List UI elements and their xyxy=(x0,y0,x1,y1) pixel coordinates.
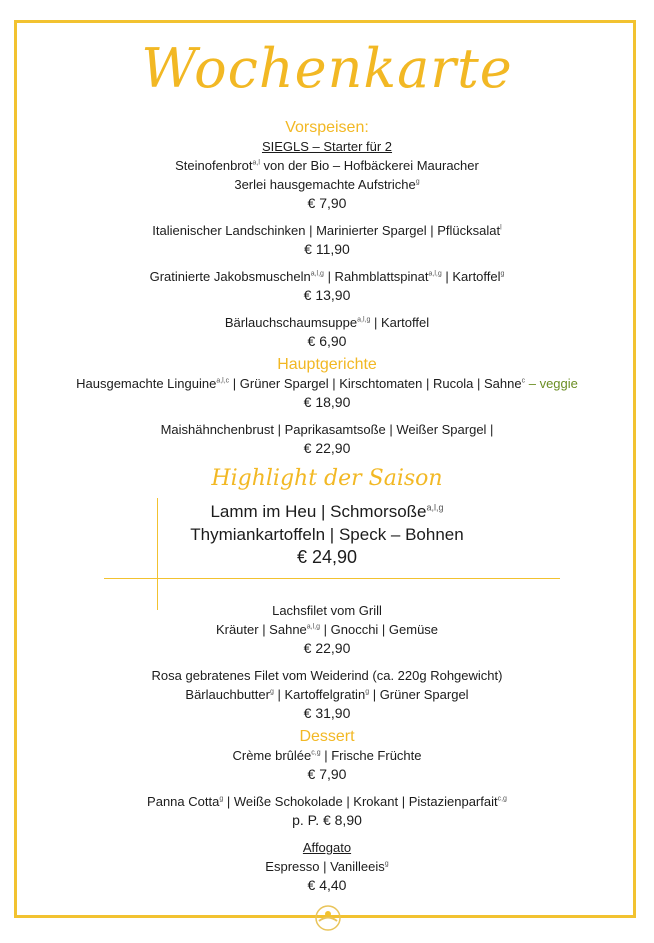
menu-item-affogato xyxy=(20,838,634,895)
item-line: Gratinierte Jakobsmuscheln$^{a,l,g}$ | Rahmblattspinat$^{a,l,g}$ | Kartoffel$^g$ xyxy=(149,269,505,284)
item-price: € 22,90 xyxy=(303,440,351,456)
menu-item-haehnchen xyxy=(20,420,634,458)
item-price: € 13,90 xyxy=(303,287,351,303)
menu-item-weiderind xyxy=(20,666,634,723)
menu-item-lachs xyxy=(20,601,634,658)
menu-item-panna-cotta xyxy=(20,792,634,830)
item-line: Steinofenbrot$^{a,l}$ von der Bio – Hofbäckerei Mauracher xyxy=(175,158,479,173)
item-line: Hausgemachte Linguine$^{a,l,c}$ | Grüner Spargel | Kirschtomaten | Rucola | Sahne$^c$ – veggie xyxy=(76,376,578,391)
item-price: € 31,90 xyxy=(303,705,351,721)
item-line: Thymiankartoffeln | Speck – Bohnen xyxy=(190,525,464,544)
item-line: Italienischer Landschinken | Marinierter Spargel | Pflücksalat$^l$ xyxy=(152,223,502,238)
section-heading-hauptgerichte: Hauptgerichte xyxy=(277,356,377,373)
item-title: Affogato xyxy=(302,840,352,855)
item-price: € 7,90 xyxy=(307,766,347,782)
item-price: € 11,90 xyxy=(304,241,350,257)
item-price: € 4,40 xyxy=(307,877,347,893)
item-line: Lamm im Heu | Schmorsoße$^{a,l,g}$ xyxy=(210,502,444,521)
menu-item-linguine xyxy=(20,374,634,412)
item-line: Crème brûlée$^{c,g}$ | Frische Früchte xyxy=(232,748,422,763)
item-title: SIEGLS – Starter für 2 xyxy=(261,139,393,154)
item-price: € 22,90 xyxy=(303,640,351,656)
item-line: Kräuter | Sahne$^{a,l,g}$ | Gnocchi | Gemüse xyxy=(215,622,439,637)
restaurant-logo-icon xyxy=(314,904,342,932)
menu-item-suppe xyxy=(20,313,634,351)
menu-content xyxy=(20,118,634,895)
menu-item-schinken xyxy=(20,221,634,259)
item-line: Rosa gebratenes Filet vom Weiderind (ca. 220g Rohgewicht) xyxy=(151,668,503,683)
veggie-label: – veggie xyxy=(525,376,578,391)
section-heading-vorspeisen: Vorspeisen: xyxy=(285,119,369,136)
item-line: Panna Cotta$^g$ | Weiße Schokolade | Krokant | Pistazienparfait$^{c,g}$ xyxy=(147,794,507,809)
menu-item-creme-brulee xyxy=(20,746,634,784)
menu-item-jakobsmuscheln xyxy=(20,267,634,305)
section-heading-dessert: Dessert xyxy=(299,728,355,745)
item-price: € 18,90 xyxy=(303,394,351,410)
item-price: € 7,90 xyxy=(307,195,347,211)
menu-item-lamm xyxy=(20,500,634,569)
item-price: € 6,90 xyxy=(307,333,347,349)
item-line: Maishähnchenbrust | Paprikasamtsoße | Weißer Spargel | xyxy=(160,422,494,437)
page-title: Wochenkarte xyxy=(141,37,513,100)
item-line: Bärlauchschaumsuppe$^{a,l,g}$ | Kartoffel xyxy=(224,315,430,330)
item-price: € 24,90 xyxy=(296,547,358,567)
item-line: Lachsfilet vom Grill xyxy=(272,603,382,618)
item-line: 3erlei hausgemachte Aufstriche$^g$ xyxy=(234,177,420,192)
item-line: Espresso | Vanilleeis$^g$ xyxy=(265,859,389,874)
menu-item-starter xyxy=(20,137,634,213)
item-price: p. P. € 8,90 xyxy=(292,812,362,828)
item-line: Bärlauchbutter$^g$ | Kartoffelgratin$^g$ | Grüner Spargel xyxy=(185,687,469,702)
section-heading-highlight: Highlight der Saison xyxy=(211,466,443,491)
